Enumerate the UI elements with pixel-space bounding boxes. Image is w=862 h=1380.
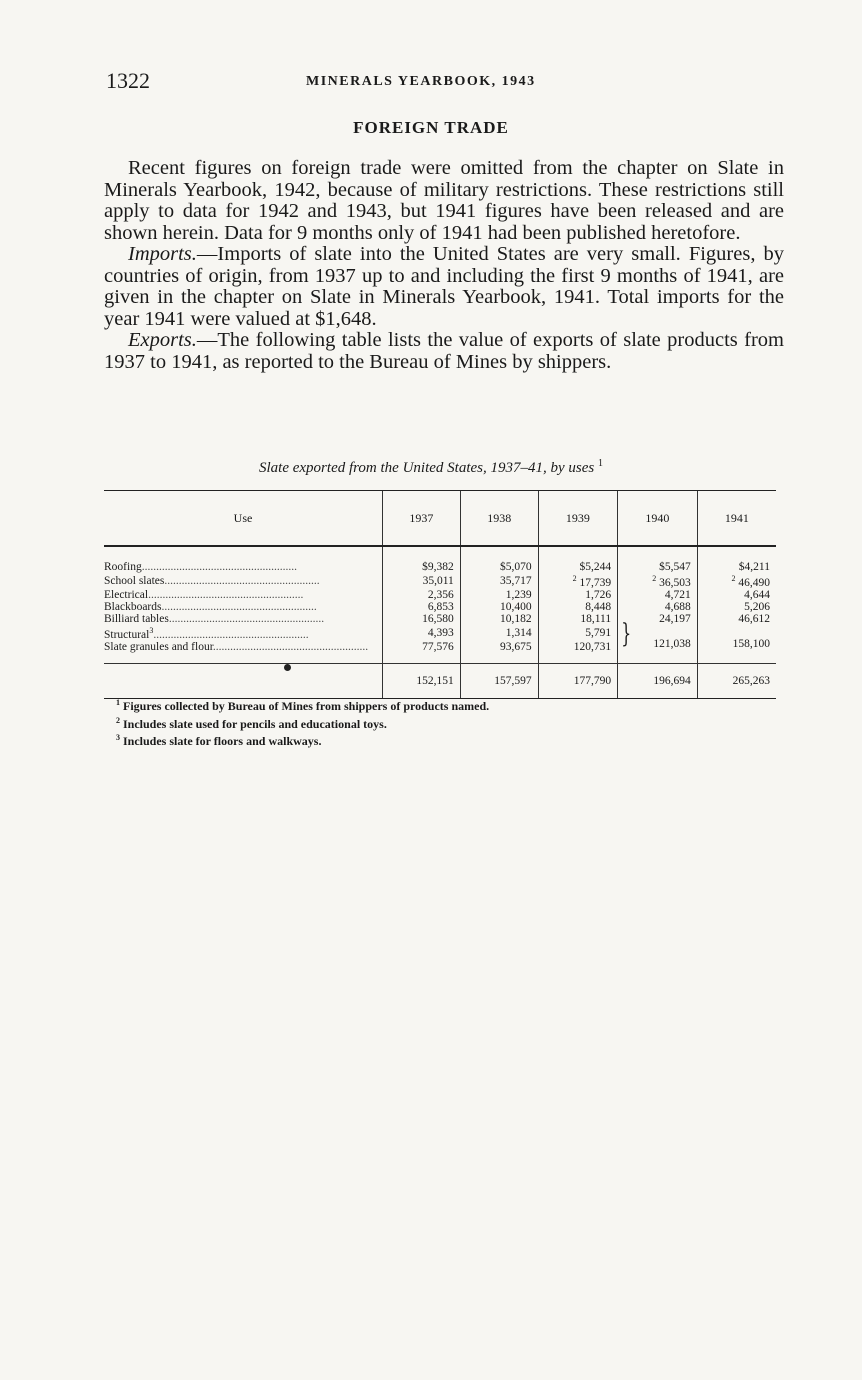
table-row <box>104 546 776 573</box>
paragraph-imports <box>104 244 784 330</box>
cell: $^2$ 17,739 <box>538 573 618 589</box>
cell: 5,791 <box>538 625 618 641</box>
cell: 35,011 <box>383 573 461 589</box>
table-row <box>104 625 776 641</box>
cell: 18,111 <box>538 613 618 625</box>
cell: 2,356 <box>383 589 461 601</box>
table-row <box>104 613 776 625</box>
header-1937: 1937 <box>383 491 461 547</box>
cell: 77,576 <box>383 641 461 664</box>
running-head: MINERALS YEARBOOK, 1943 <box>306 74 536 89</box>
table-caption-note: 1 <box>597 458 603 469</box>
cell: $5,547 <box>618 546 698 573</box>
row-use: School slates...................................................... <box>104 574 320 587</box>
cell: 93,675 <box>460 641 538 664</box>
cell: 4,721 <box>618 589 698 601</box>
table-header-row <box>104 491 776 547</box>
cell: 46,612 <box>697 613 776 625</box>
merged-cell-1940: 121,038 <box>618 625 698 663</box>
total-label-cell <box>104 663 383 698</box>
footnote: $^1$ Figures collected by Bureau of Mines from shippers of products named. <box>116 698 490 713</box>
cell: 10,400 <box>460 601 538 613</box>
merge-brace: } <box>621 619 632 649</box>
exports-table <box>104 490 776 699</box>
cell: 8,448 <box>538 601 618 613</box>
cell: $4,211 <box>697 546 776 573</box>
footnotes <box>116 696 489 749</box>
section-title: FOREIGN TRADE <box>353 118 509 137</box>
exports-text: —The following table lists the value of exports of slate products from 1937 to 1941, as reported to the Bureau of Mines by shippers. <box>104 329 784 373</box>
print-speck <box>284 664 291 671</box>
table-caption-text: Slate exported from the United States, 1937–41, by uses <box>259 460 595 476</box>
imports-lead: Imports. <box>128 243 197 265</box>
table-row <box>104 601 776 613</box>
cell: 5,206 <box>697 601 776 613</box>
cell: 4,644 <box>697 589 776 601</box>
paragraph-intro: Recent figures on foreign trade were omitted from the chapter on Slate in Minerals Yearbook, 1942, because of military restrictions. These restrictions still apply to data for 1942 and 1943, but 1941 figures have been released and are shown herein. Data for 9 months only of 1941 had been published heretofore. <box>104 157 784 244</box>
cell: 16,580 <box>383 613 461 625</box>
row-use: Electrical...................................................... <box>104 588 304 601</box>
exports-lead: Exports. <box>128 329 197 351</box>
body-text <box>104 158 784 373</box>
cell: $^2$ 36,503 <box>618 573 698 589</box>
cell: 4,688 <box>618 601 698 613</box>
cell: 1,314 <box>460 625 538 641</box>
header-use: Use <box>104 491 383 547</box>
cell: 120,731 <box>538 641 618 664</box>
cell: $5,244 <box>538 546 618 573</box>
footnote: $^3$ Includes slate for floors and walkways. <box>116 733 322 748</box>
table-row <box>104 589 776 601</box>
total-1940: 196,694 <box>618 663 698 698</box>
cell: 1,239 <box>460 589 538 601</box>
merged-cell-1941: 158,100 <box>697 625 776 663</box>
paragraph-exports <box>104 330 784 373</box>
total-1939: 177,790 <box>538 663 618 698</box>
total-1938: 157,597 <box>460 663 538 698</box>
header-1940: 1940 <box>618 491 698 547</box>
row-use: Structural$^3$...................................................... <box>104 625 309 641</box>
table-total-row <box>104 663 776 698</box>
imports-text: —Imports of slate into the United States are very small. Figures, by countries of origin, from 1937 up to and including the first 9 months of 1941, are given in the chapter on Slate in Minerals Yearbook, 1941. Total imports for the year 1941 were valued at $1,648. <box>104 243 784 330</box>
cell: 10,182 <box>460 613 538 625</box>
row-use: Slate granules and flour...................................................... <box>104 640 369 653</box>
row-use: Roofing...................................................... <box>104 561 297 573</box>
table-caption <box>0 458 862 477</box>
cell: $5,070 <box>460 546 538 573</box>
total-1941: 265,263 <box>697 663 776 698</box>
cell: $^2$ 46,490 <box>697 573 776 589</box>
cell: 35,717 <box>460 573 538 589</box>
cell: $9,382 <box>383 546 461 573</box>
page-number: 1322 <box>106 68 150 93</box>
total-1937: 152,151 <box>383 663 461 698</box>
row-use: Billiard tables...................................................... <box>104 612 325 625</box>
page-header <box>106 68 784 98</box>
header-1938: 1938 <box>460 491 538 547</box>
header-1941: 1941 <box>697 491 776 547</box>
row-use: Blackboards...................................................... <box>104 600 317 613</box>
table-row <box>104 573 776 589</box>
cell: 6,853 <box>383 601 461 613</box>
cell: 4,393 <box>383 625 461 641</box>
header-1939: 1939 <box>538 491 618 547</box>
cell: 24,197 <box>618 613 698 625</box>
footnote: $^2$ Includes slate used for pencils and educational toys. <box>116 715 387 731</box>
cell: 1,726 <box>538 589 618 601</box>
